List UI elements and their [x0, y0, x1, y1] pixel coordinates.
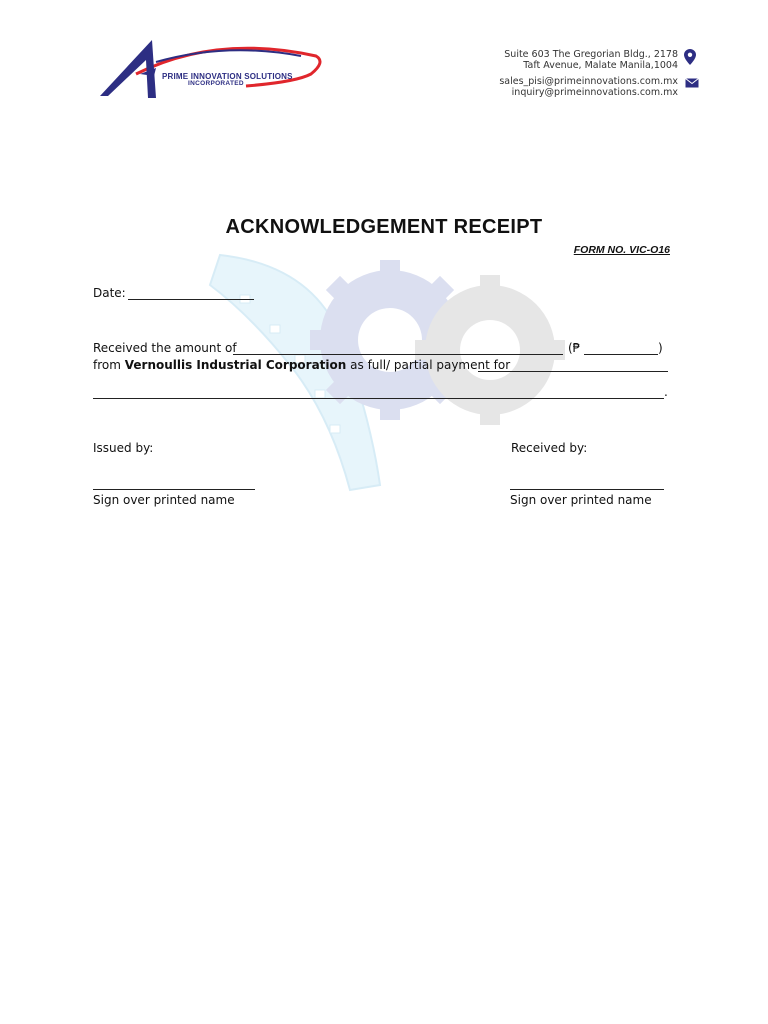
issued-by-label: Issued by:: [93, 441, 154, 455]
from-label: from: [93, 358, 125, 372]
address-line-2: Taft Avenue, Malate Manila,1004: [523, 60, 678, 71]
document-title: ACKNOWLEDGEMENT RECEIPT: [225, 216, 543, 238]
email-sales: sales_pisi@primeinnovations.com.mx: [499, 76, 678, 87]
location-pin-icon: [684, 49, 696, 65]
company-suffix: INCORPORATED: [188, 80, 244, 87]
payer-line: [93, 358, 514, 372]
end-period: .: [664, 385, 668, 399]
envelope-icon: [685, 78, 699, 88]
amount-label: Received the amount of: [93, 341, 241, 355]
peso-close: ): [658, 341, 663, 355]
payment-purpose-field-line[interactable]: [478, 371, 668, 372]
address-line-1: Suite 603 The Gregorian Bldg., 2178: [504, 49, 678, 60]
date-label: Date:: [93, 286, 130, 300]
peso-open: (₱: [568, 341, 581, 355]
email-inquiry: inquiry@primeinnovations.com.mx: [511, 87, 678, 98]
form-number: FORM NO. VIC-O16: [573, 244, 670, 256]
payer-company: Vernoullis Industrial Corporation: [124, 358, 347, 372]
date-field-line[interactable]: [128, 299, 254, 300]
received-sign-caption: Sign over printed name: [510, 493, 652, 507]
received-by-signature-line[interactable]: [510, 489, 664, 490]
company-logo: [96, 34, 336, 104]
company-emails: [499, 76, 678, 98]
issued-by-signature-line[interactable]: [93, 489, 255, 490]
issued-sign-caption: Sign over printed name: [93, 493, 235, 507]
payment-purpose-continuation-line[interactable]: [93, 398, 664, 399]
company-address: [504, 49, 678, 71]
amount-figure-field-line[interactable]: [584, 354, 658, 355]
payment-label: as full/ partial payment for: [346, 358, 514, 372]
received-by-label: Received by:: [511, 441, 588, 455]
amount-words-field-line[interactable]: [233, 354, 563, 355]
company-name: PRIME INNOVATION SOLUTIONS: [162, 72, 293, 81]
